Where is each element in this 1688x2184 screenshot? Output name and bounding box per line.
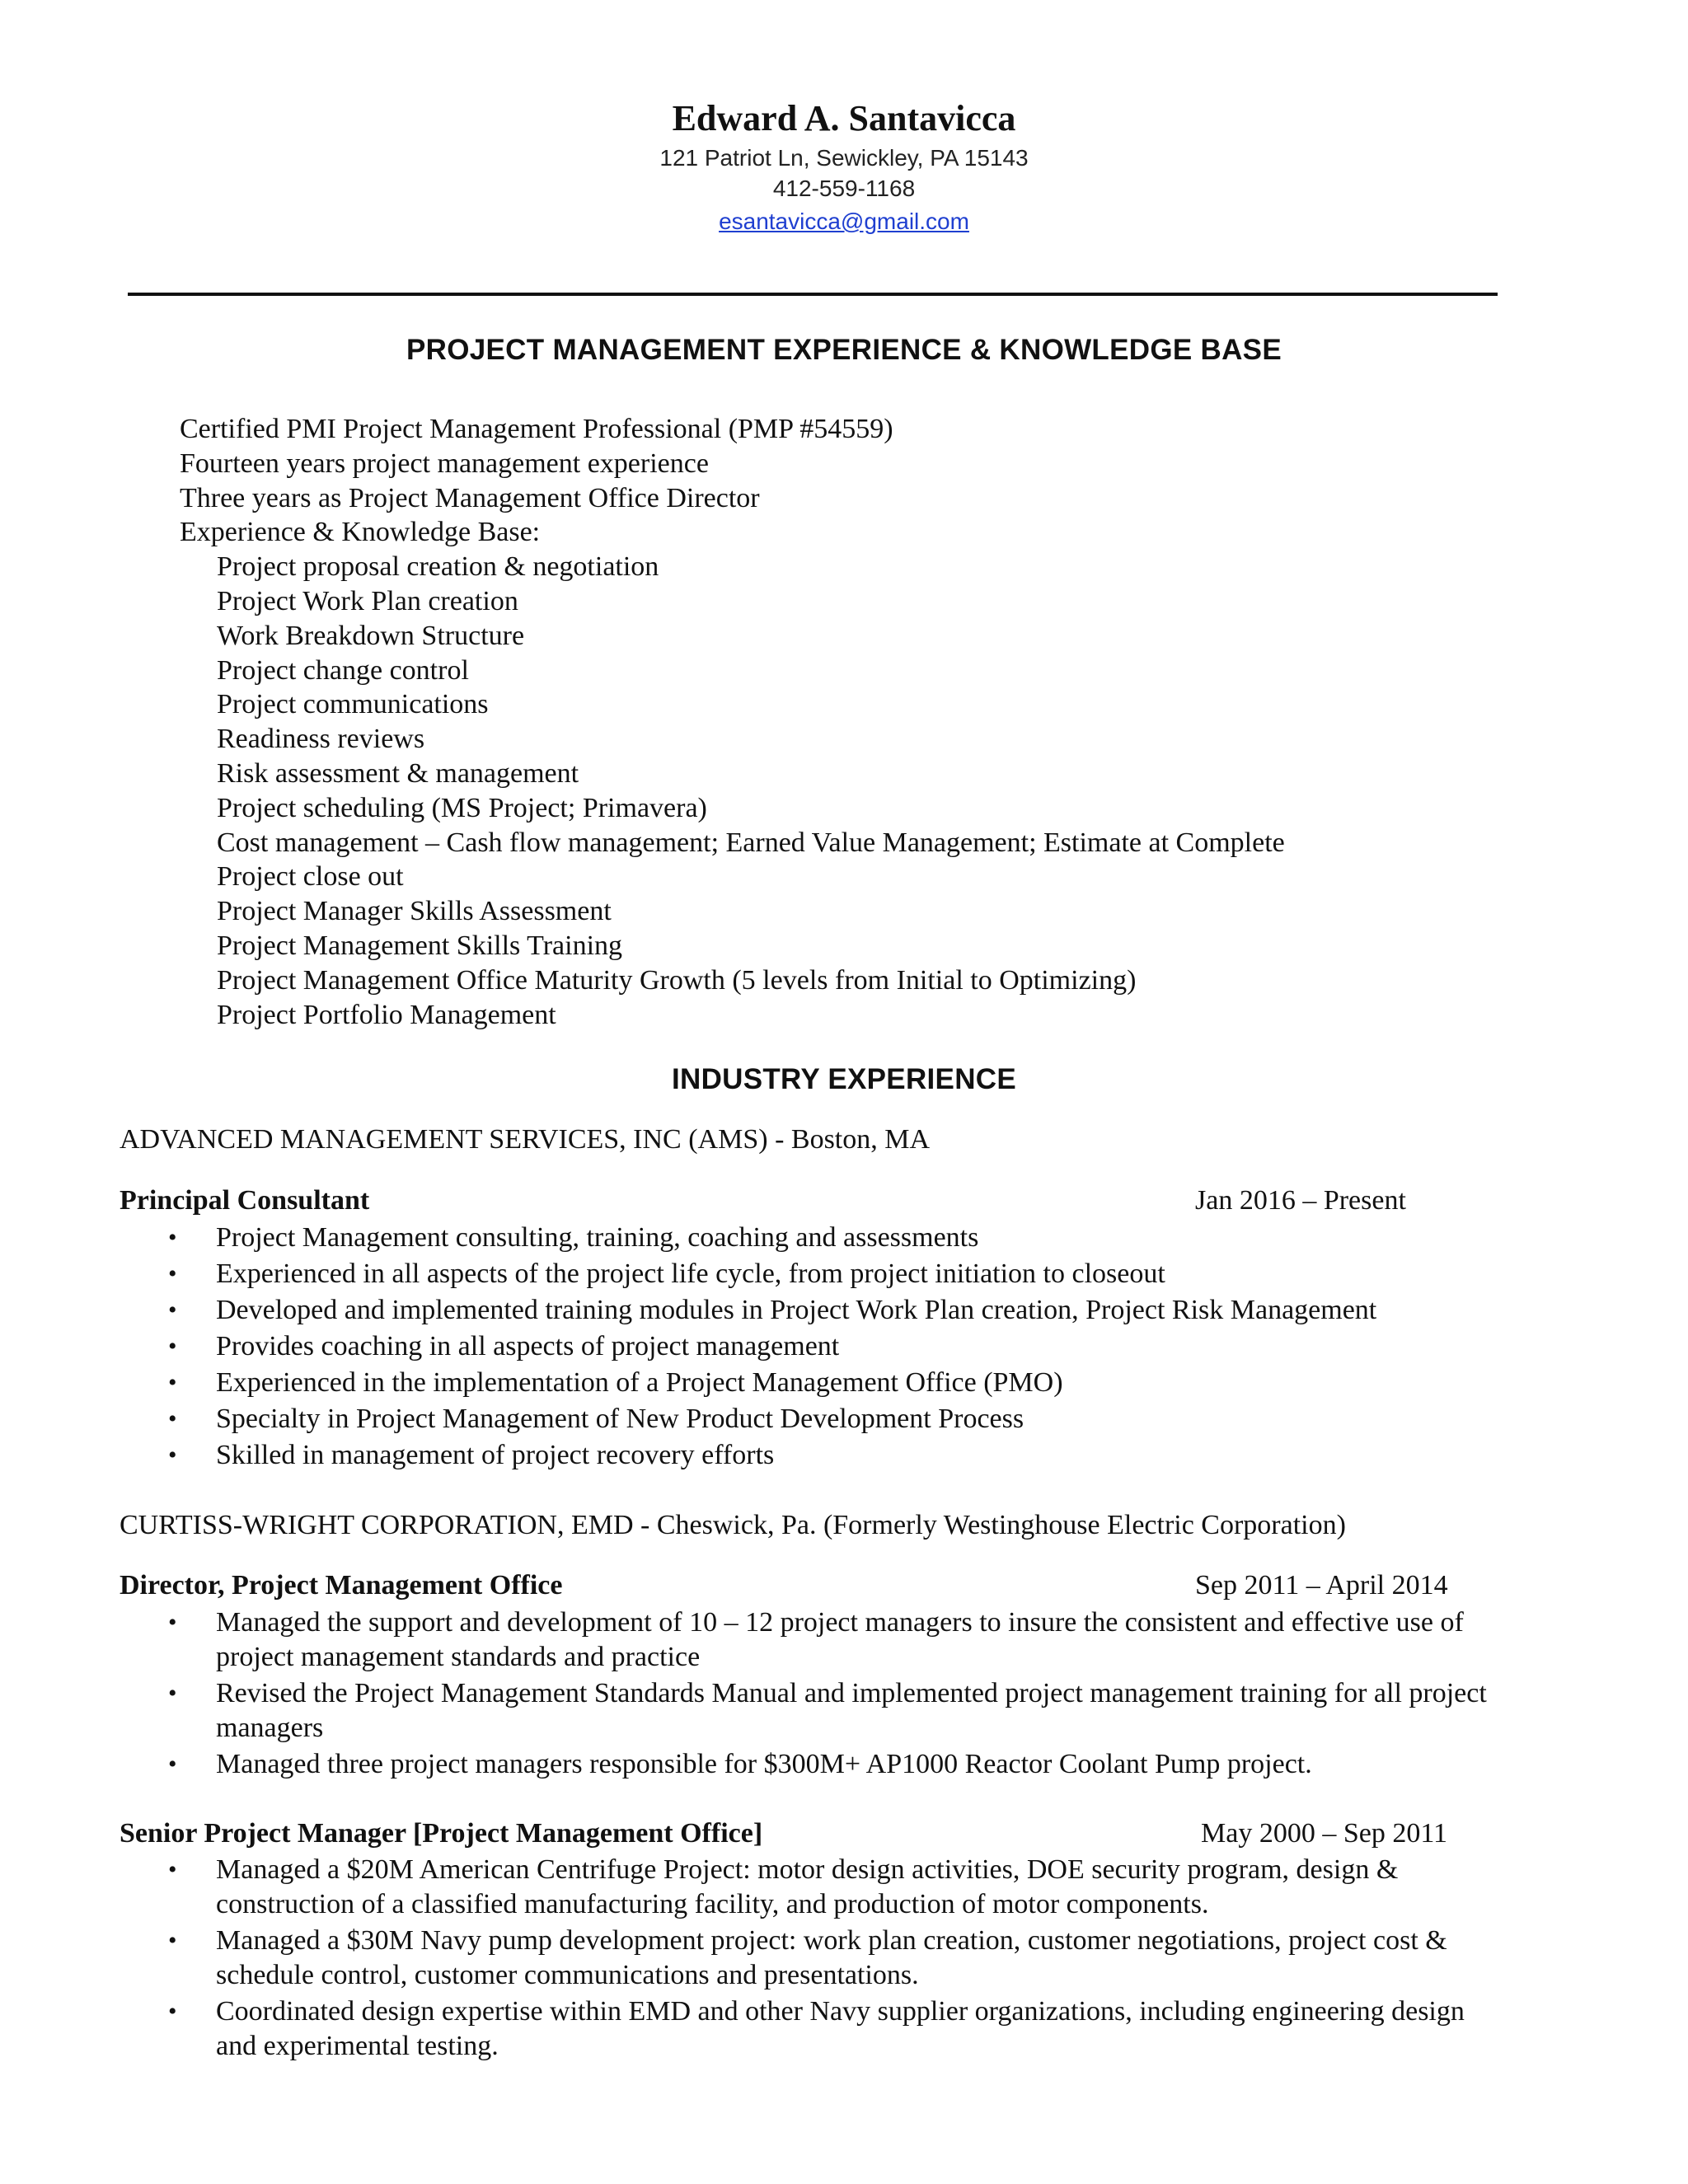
bullet-dot: • [168, 1369, 177, 1396]
bullet-item: • Experienced in the implementation of a Project Management Office (PMO) [0, 1366, 1502, 1400]
list-subitem: Project Management Skills Training [217, 930, 623, 961]
list-item: Three years as Project Management Office Director [180, 482, 760, 513]
bullet-item: • Specialty in Project Management of New Product Development Process [0, 1402, 1502, 1436]
list-subitem: Risk assessment & management [217, 757, 579, 789]
bullet-item: • Managed a $30M Navy pump development project: work plan creation, customer negotiations, project cost & schedule control, customer communications and presentations. [168, 1925, 1447, 1990]
company-ams: ADVANCED MANAGEMENT SERVICES, INC (AMS) - Boston, MA [120, 1124, 931, 1155]
bullet-dot: • [168, 1441, 177, 1469]
job-title-principal-consultant: Principal Consultant [120, 1185, 370, 1216]
bullet-dot: • [168, 1333, 177, 1360]
bullet-dot: • [168, 1680, 177, 1707]
candidate-name: Edward A. Santavicca [672, 98, 1016, 138]
list-subitem: Project Portfolio Management [217, 999, 556, 1030]
job-dates: Sep 2011 – April 2014 [1195, 1570, 1448, 1601]
industry-section-title: INDUSTRY EXPERIENCE [671, 1063, 1016, 1095]
bullet-item: • Managed the support and development of 10 – 12 project managers to insure the consistent and effective use of project management standards and practice [168, 1607, 1464, 1672]
bullet-item: • Revised the Project Management Standards Manual and implemented project management training for all project managers [168, 1678, 1487, 1743]
list-subitem: Project close out [217, 861, 404, 893]
job-dates: May 2000 – Sep 2011 [1201, 1818, 1448, 1849]
bullet-item: • Managed three project managers responsible for $300M+ AP1000 Reactor Coolant Pump project. [0, 1747, 1502, 1782]
bullet-dot: • [168, 1405, 177, 1432]
phone-number: 412-559-1168 [772, 176, 916, 201]
bullet-dot: • [168, 1927, 177, 1954]
bullet-item: • Provides coaching in all aspects of project management [0, 1329, 1502, 1364]
bullet-item: • Experienced in all aspects of the project life cycle, from project initiation to closeout [0, 1257, 1502, 1291]
address: 121 Patriot Ln, Sewickley, PA 15143 [659, 145, 1029, 171]
job-dates: Jan 2016 – Present [1195, 1185, 1406, 1216]
job-title-senior-pm: Senior Project Manager [Project Management Office] [120, 1818, 763, 1849]
pm-knowledge-list [180, 412, 1285, 1032]
list-item: Experience & Knowledge Base: [180, 517, 541, 548]
job3-bullets [0, 1853, 1502, 2065]
bullet-item: • Coordinated design expertise within EMD and other Navy supplier organizations, including engineering design and experimental testing. [168, 1996, 1465, 2061]
bullet-dot: • [168, 1750, 177, 1778]
bullet-dot: • [168, 1224, 177, 1251]
job2-bullets [0, 1605, 1502, 1783]
bullet-dot: • [168, 1856, 177, 1883]
header-divider [128, 293, 1498, 296]
list-subitem: Readiness reviews [217, 724, 425, 755]
bullet-item: • Managed a $20M American Centrifuge Project: motor design activities, DOE security program, design & construction of a classified manufacturing facility, and production of motor components. [168, 1854, 1399, 1919]
list-subitem: Project Work Plan creation [217, 585, 518, 616]
list-subitem: Project Management Office Maturity Growth (5 levels from Initial to Optimizing) [217, 964, 1137, 996]
job1-bullets [0, 1221, 1502, 1474]
list-subitem: Cost management – Cash flow management; Earned Value Management; Estimate at Complete [217, 827, 1285, 858]
job-title-director-pmo: Director, Project Management Office [120, 1570, 563, 1601]
bullet-item: • Developed and implemented training modules in Project Work Plan creation, Project Risk Management [0, 1293, 1502, 1328]
email-link[interactable]: esantavicca@gmail.com [719, 209, 969, 234]
bullet-item: • Skilled in management of project recovery efforts [0, 1438, 1502, 1473]
bullet-dot: • [168, 1260, 177, 1287]
company-curtiss-wright: CURTISS-WRIGHT CORPORATION, EMD - Cheswick, Pa. (Formerly Westinghouse Electric Corporation) [120, 1510, 1346, 1540]
bullet-item: • Project Management consulting, training, coaching and assessments [0, 1221, 1502, 1255]
bullet-dot: • [168, 1296, 177, 1324]
list-subitem: Project communications [217, 689, 489, 720]
bullet-dot: • [168, 1609, 177, 1636]
list-subitem: Project Manager Skills Assessment [217, 896, 612, 927]
list-subitem: Project scheduling (MS Project; Primavera) [217, 792, 707, 823]
list-subitem: Work Breakdown Structure [217, 620, 525, 651]
list-item: Fourteen years project management experience [180, 448, 709, 479]
bullet-dot: • [168, 1998, 177, 2025]
list-subitem: Project change control [217, 654, 469, 686]
list-item: Certified PMI Project Management Professional (PMP #54559) [180, 414, 893, 444]
list-subitem: Project proposal creation & negotiation [217, 551, 659, 583]
pm-section-title: PROJECT MANAGEMENT EXPERIENCE & KNOWLEDGE BASE [406, 334, 1282, 366]
